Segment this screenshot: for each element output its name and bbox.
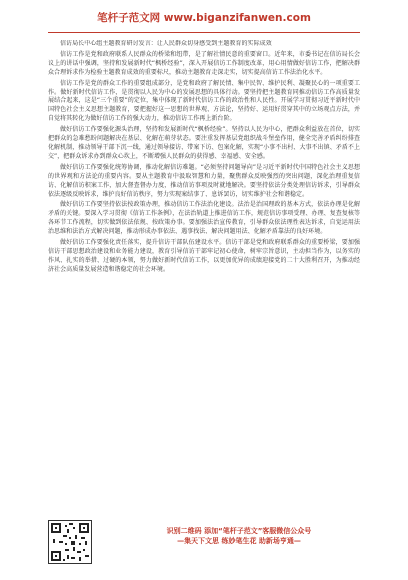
- footer: [48, 520, 360, 564]
- paragraph: 做好信访工作要坚持依法按政策办理，推动信访工作法治化建设。法治是治国理政的基本方式，依法办理是化解矛盾的关键。要深入学习贯彻《信访工作条例》，在法治轨道上推进信访工作，规范信访事项受理、办理、复查复核等各环节工作流程，切实做到依法依规、按政策办事。要加强法治宣传教育，引导群众依法理性表达诉求，自觉运用法治思维和法治方式解决问题，推动形成办事依法、遇事找法、解决问题用法、化解矛盾靠法的良好环境。: [48, 201, 360, 236]
- document-title: 信访局长中心组主题教育研讨发言：让人民群众切身感受到主题教育的实际成效: [60, 40, 272, 47]
- promo-line-1: 识别二维码 添加“笔杆子范文”客服微信公众号: [166, 527, 312, 535]
- site-header: [0, 10, 408, 30]
- header-divider: [48, 32, 360, 33]
- paragraph: 做好信访工作要强化源头治理，坚持和发展新时代“枫桥经验”。坚持以人民为中心，把群众利益放在首位，切实把群众的急难愁盼问题解决在基层、化解在萌芽状态。要注重发挥基层党组织战斗堡垒作用，健全完善矛盾纠纷排查化解机制，推动领导干部下沉一线，通过领导接访、带案下访、包案化解，实现“小事不出村、大事不出镇、矛盾不上交”，把群众诉求办到群众心坎上，不断增强人民群众的获得感、幸福感、安全感。: [48, 126, 360, 160]
- paragraph: 做好信访工作要强化责任落实，提升信访干部队伍建设水平。信访干部是党和政府联系群众的重要桥梁，要加强信访干部思想政治建设和业务能力建设，教育引导信访干部牢记初心使命，树牢宗旨意识，主动担当作为，以务实的作风、扎实的举措、过硬的本领，努力做好新时代信访工作，以更加优异的成绩迎接党的二十大胜利召开，为推动经济社会高质量发展营造和谐稳定的社会环境。: [48, 239, 360, 273]
- site-brand: 笔杆子范文网: [97, 12, 161, 24]
- document-body: [48, 40, 360, 505]
- site-url[interactable]: www.biganzifanwen.com: [163, 12, 311, 24]
- paragraph: 做好信访工作要强化统筹协调，推动化解信访难题。“必须坚持问题导向”是习近平新时代中国特色社会主义思想的世界观和方法论的重要内容。要从主题教育中汲取智慧和力量，聚焦群众反映强烈的突出问题，深化治理重复信访、化解信访积案工作，加大督查督办力度，推动信访事项及时就地解决。要坚持依法分类处理信访诉求，引导群众依法逐级反映诉求，维护良好信访秩序，努力实现案结事了、息诉罢访，切实维护社会和谐稳定。: [48, 163, 360, 198]
- paragraph: 信访工作是党的群众工作的重要组成部分，是党和政府了解民情、集中民智、维护民利、凝聚民心的一项重要工作。做好新时代信访工作，是贯彻以人民为中心的发展思想的具体行动。要坚持把主题教育同推动信访工作高质量发展结合起来，这是“三个重要”的定位，集中体现了新时代信访工作的政治性和人民性。开展学习贯彻习近平新时代中国特色社会主义思想主题教育，要把握好这一思想的世界观、方法论，坚持好、运用好贯穿其中的立场观点方法，并自觉将其转化为做好信访工作的强大动力，推动信访工作再上新台阶。: [48, 79, 360, 123]
- paragraph: 信访工作是党和政府联系人民群众的桥梁和纽带，是了解社情民意的重要窗口。近年来，市委书记在信访局长会议上的讲话中强调，坚持和发展新时代“枫桥经验”，深入开展信访工作制度改革，用心用情做好信访工作，把解决群众合理诉求作为检验主题教育成效的重要标尺，推动主题教育走深走实，切实提高信访工作法治化水平。: [48, 50, 360, 76]
- footer-promo: [114, 526, 364, 546]
- qr-code-icon[interactable]: [48, 520, 92, 564]
- promo-line-2: —集天下文思 练妙笔生花 助新场亨通—: [177, 537, 301, 545]
